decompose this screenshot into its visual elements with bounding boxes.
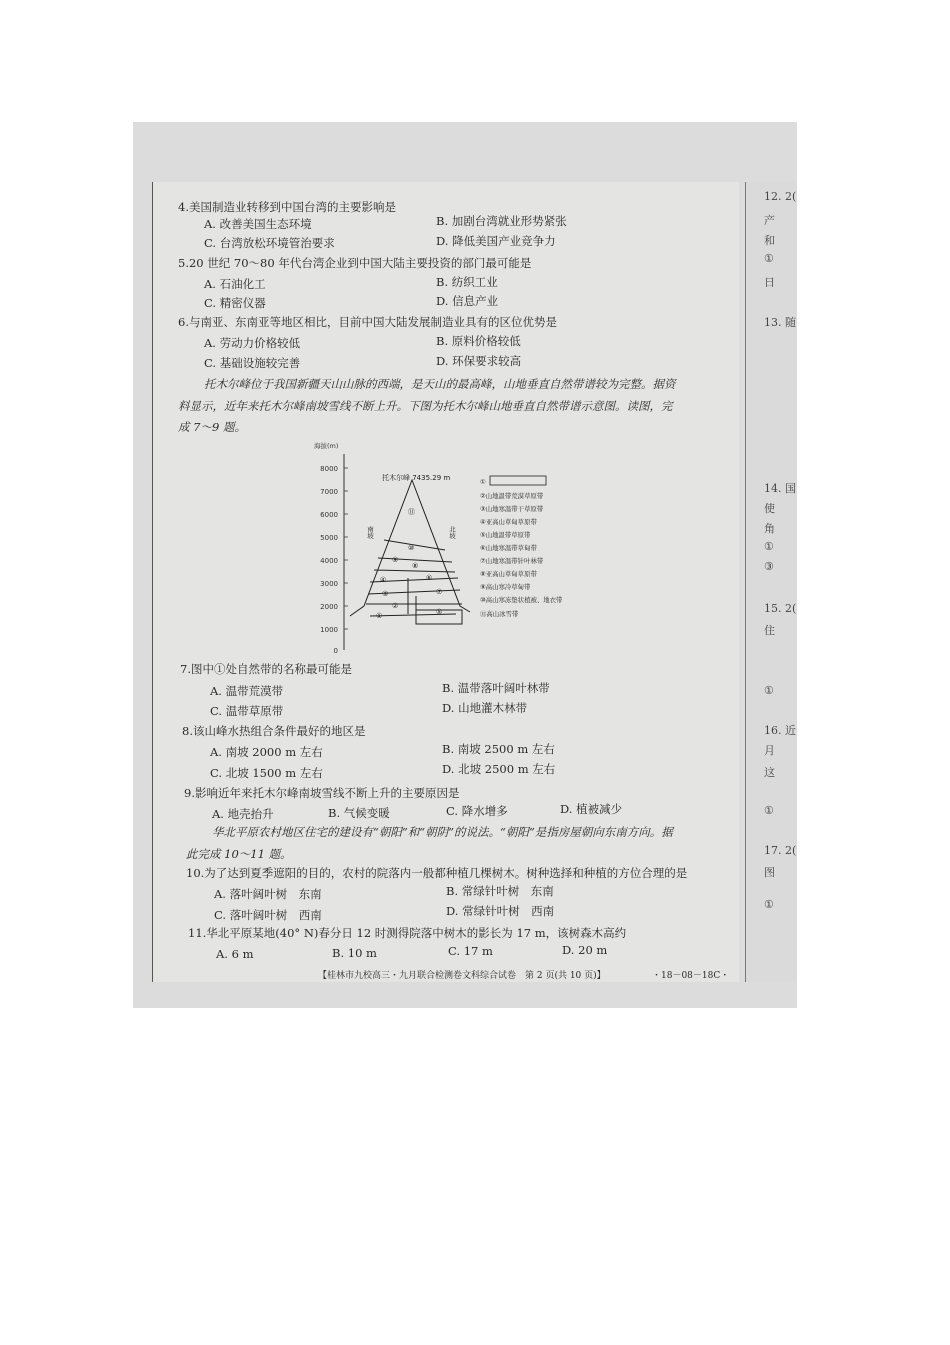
zone-mark: ⑩ <box>408 544 415 552</box>
zone-mark: ⑨ <box>392 556 399 564</box>
q10-stem: 10.为了达到夏季遮阳的目的，农村的院落内一般都种植几棵树木。树种选择和种植的方位合理的是 <box>186 866 688 880</box>
legend-item: ⑩高山寒冻垫状植被、地衣带 <box>480 596 563 604</box>
q4-option-b: B. 加剧台湾就业形势紧张 <box>436 214 567 228</box>
y-tick-label: 8000 <box>320 465 338 473</box>
y-tick-label: 0 <box>333 647 338 655</box>
zone-mark: ④ <box>380 576 387 584</box>
q11-stem: 11.华北平原某地(40° N)春分日 12 时测得院落中树木的影长为 17 m，该树森木高约 <box>188 926 627 940</box>
legend <box>480 476 563 618</box>
q8-option-a: A. 南坡 2000 m 左右 <box>210 745 323 759</box>
q10-option-b: B. 常绿针叶树 东南 <box>446 884 554 898</box>
q9-option-a: A. 地壳抬升 <box>212 807 274 821</box>
zone-mark: ⑥ <box>426 574 433 582</box>
passage1-line1: 托木尔峰位于我国新疆天山山脉的西端，是天山的最高峰，山地垂直自然带谱较为完整。据资 <box>204 377 676 391</box>
page-footer: 【桂林市九校高三・九月联合检测卷文科综合试卷 第 2 页(共 10 页)】 <box>318 971 606 981</box>
zone-mark: ② <box>392 602 399 610</box>
q8-option-d: D. 北坡 2500 m 左右 <box>442 762 556 776</box>
side-text: 12. 2( <box>764 190 797 203</box>
side-text: 16. 近 <box>764 724 796 737</box>
q7-option-b: B. 温带落叶阔叶林带 <box>442 681 550 695</box>
q7-option-c: C. 温带草原带 <box>210 704 284 718</box>
side-text: 产 <box>764 214 775 227</box>
q5-option-b: B. 纺织工业 <box>436 275 498 289</box>
y-tick-label: 6000 <box>320 511 338 519</box>
q10-option-a: A. 落叶阔叶树 东南 <box>214 887 322 901</box>
legend-item: ②山地温带荒漠草原带 <box>480 492 544 500</box>
y-tick-label: 5000 <box>320 534 338 542</box>
passage2-line2: 此完成 10～11 题。 <box>186 847 292 861</box>
south-slope-label: 南坡 <box>366 526 374 539</box>
zone-mark: ⑪ <box>408 508 415 516</box>
legend-item: ⑧亚高山草甸草原带 <box>480 570 537 578</box>
q7-option-a: A. 温带荒漠带 <box>210 684 284 698</box>
q5-stem: 5.20 世纪 70～80 年代台湾企业到中国大陆主要投资的部门最可能是 <box>178 256 532 270</box>
zone-mark: ③ <box>382 590 389 598</box>
side-text: 15. 2( <box>764 602 797 615</box>
q5-option-d: D. 信息产业 <box>436 294 499 308</box>
side-text: 月 <box>764 744 775 757</box>
side-text: ① <box>764 252 774 265</box>
y-tick-label: 1000 <box>320 626 338 634</box>
q11-option-c: C. 17 m <box>448 944 493 958</box>
legend-item: ⑦山地寒温带针叶林带 <box>480 557 544 565</box>
side-text: 图 <box>764 866 775 879</box>
q4-stem: 4.美国制造业转移到中国台湾的主要影响是 <box>178 200 396 214</box>
q8-option-c: C. 北坡 1500 m 左右 <box>210 766 323 780</box>
q6-option-a: A. 劳动力价格较低 <box>204 336 301 350</box>
q11-option-d: D. 20 m <box>562 943 608 957</box>
q4-option-a: A. 改善美国生态环境 <box>204 217 312 231</box>
zone-mark: ⑤ <box>436 608 443 616</box>
side-text: 13. 随 <box>764 316 796 329</box>
mountain-profile <box>350 480 470 624</box>
next-column-edge <box>745 182 797 982</box>
zone-marks <box>376 507 442 620</box>
q6-stem: 6.与南亚、东南亚等地区相比，目前中国大陆发展制造业具有的区位优势是 <box>178 315 557 329</box>
legend-item: ⑤山地温带草原带 <box>480 531 531 539</box>
legend-item: ⑪高山冰雪带 <box>480 610 519 618</box>
legend-item: ⑥山地寒温带草甸带 <box>480 544 537 552</box>
side-text: ① <box>764 804 774 817</box>
side-text: 和 <box>764 234 775 247</box>
side-text: 使 <box>764 502 775 515</box>
q9-stem: 9.影响近年来托木尔峰南坡雪线不断上升的主要原因是 <box>184 786 460 800</box>
q6-option-d: D. 环保要求较高 <box>436 354 522 368</box>
passage1-line3: 成 7～9 题。 <box>178 420 246 434</box>
side-text: ① <box>764 540 774 553</box>
legend-item: ⑨高山寒冷草甸带 <box>480 583 531 591</box>
passage1-line2: 料显示，近年来托木尔峰南坡雪线不断上升。下图为托木尔峰山地垂直自然带谱示意图。读图，完 <box>178 399 673 413</box>
q11-option-a: A. 6 m <box>216 947 254 961</box>
q7-stem: 7.图中①处自然带的名称最可能是 <box>180 662 352 676</box>
q6-option-b: B. 原料价格较低 <box>436 334 521 348</box>
y-axis-title: 海拔(m) <box>314 442 339 450</box>
q8-stem: 8.该山峰水热组合条件最好的地区是 <box>182 724 366 738</box>
y-tick-label: 7000 <box>320 488 338 496</box>
side-text: 17. 2( <box>764 844 797 857</box>
q5-option-a: A. 石油化工 <box>204 277 266 291</box>
q10-option-d: D. 常绿针叶树 西南 <box>446 904 555 918</box>
side-text: 14. 国 <box>764 482 796 495</box>
peak-label: 托木尔峰 7435.29 m <box>382 474 451 482</box>
zone-mark: ① <box>376 612 383 620</box>
q8-option-b: B. 南坡 2500 m 左右 <box>442 742 555 756</box>
zone-mark: ⑧ <box>412 562 419 570</box>
north-slope-label: 北坡 <box>448 526 456 539</box>
legend-item: ① <box>480 478 486 486</box>
q9-option-c: C. 降水增多 <box>446 804 508 818</box>
q4-option-d: D. 降低美国产业竞争力 <box>436 234 556 248</box>
legend-item: ③山地寒温带干草原带 <box>480 505 544 513</box>
y-tick-label: 4000 <box>320 557 338 565</box>
side-text: 住 <box>764 624 775 637</box>
side-text: 这 <box>764 766 775 779</box>
q9-option-d: D. 植被减少 <box>560 802 623 816</box>
y-tick-label: 3000 <box>320 580 338 588</box>
q6-option-c: C. 基础设施较完善 <box>204 356 301 370</box>
q10-option-c: C. 落叶阔叶树 西南 <box>214 908 322 922</box>
side-text: 日 <box>764 276 775 289</box>
q9-option-b: B. 气候变暖 <box>328 806 390 820</box>
zone-mark: ⑦ <box>436 588 443 596</box>
q11-option-b: B. 10 m <box>332 946 377 960</box>
tomur-vertical-zone-figure <box>310 436 610 658</box>
side-text: ③ <box>764 560 774 573</box>
passage2-line1: 华北平原农村地区住宅的建设有“朝阳”和“朝阴”的说法。“朝阳”是指房屋朝向东南方向。据 <box>212 825 673 839</box>
q7-option-d: D. 山地灌木林带 <box>442 701 528 715</box>
q4-option-c: C. 台湾放松环境管治要求 <box>204 236 335 250</box>
page-code: ・18－08－18C・ <box>652 971 730 981</box>
side-text: 角 <box>764 522 775 535</box>
side-text: ① <box>764 684 774 697</box>
y-tick-label: 2000 <box>320 603 338 611</box>
legend-item: ④亚高山草甸草原带 <box>480 518 537 526</box>
q5-option-c: C. 精密仪器 <box>204 296 266 310</box>
side-text: ① <box>764 898 774 911</box>
